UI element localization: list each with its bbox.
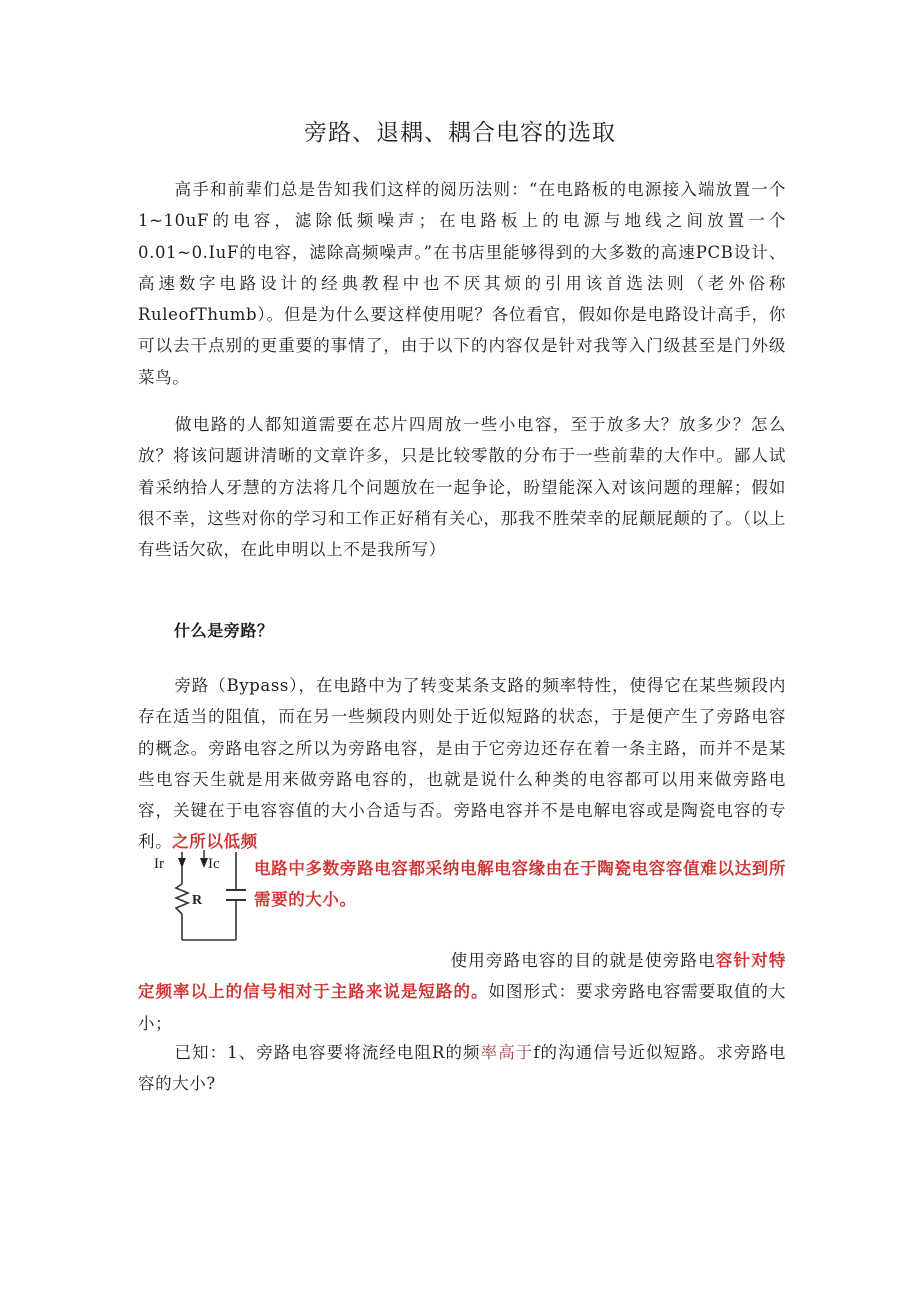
paragraph-4-highlight: 容针对特定频率以上的信号相对于主路来说是短路的。 bbox=[138, 951, 786, 1002]
paragraph-3-highlight-b: 电路中多数旁路电容都采纳电解电容缘由在于陶瓷电容容值难以达到所需要的大小。 bbox=[254, 859, 786, 910]
current-arrow-ir-icon bbox=[178, 858, 186, 868]
paragraph-2 bbox=[138, 409, 786, 565]
bypass-circuit-figure bbox=[148, 848, 248, 944]
paragraph-3 bbox=[138, 670, 786, 858]
paragraph-4 bbox=[138, 945, 786, 1039]
paragraph-5-text-b: f的沟通信号近似短路。求旁路电容的大小? bbox=[138, 1043, 787, 1094]
paragraph-3-highlight-a: 之所以低频 bbox=[172, 832, 258, 852]
capacitor-symbol bbox=[226, 890, 246, 900]
paragraph-5 bbox=[138, 1037, 786, 1100]
label-r: R bbox=[192, 893, 203, 908]
paragraph-4-text-b: 如图形式：要求旁路电容需要取值的大小； bbox=[138, 982, 786, 1033]
paragraph-4-text-a: 使用旁路电容的目的就是使旁路电 bbox=[450, 951, 716, 970]
paragraph-1-text: 高手和前辈们总是告知我们这样的阅历法则：“在电路板的电源接入端放置一个1~10uF的电容，滤除低频噪声；在电路板上的电源与地线之间放置一个0.01~0.IuF的电容，滤除高频噪声。”在书店里能够得到的大多数的高速PCB设计、高速数字电路设计的经典教程中也不厌其烦的引用该首选法则（老外俗称RuleofThumb）。但是为什么要这样使用呢？各位看官，假如你是电路设计高手，你可以去干点别的更重要的事情了，由于以下的内容仅是针对我等入门级甚至是门外级菜鸟。 bbox=[138, 180, 786, 387]
label-ic: Ic bbox=[208, 856, 220, 872]
paragraph-1 bbox=[138, 174, 786, 393]
paragraph-5-text-a: 已知：1、旁路电容要将流经电阻R的频 bbox=[174, 1043, 481, 1062]
resistor-symbol bbox=[176, 884, 188, 914]
paragraph-3-text: 旁路（Bypass），在电路中为了转变某条支路的频率特性，使得它在某些频段内存在适当的阻值，而在另一些频段内则处于近似短路的状态，于是便产生了旁路电容的概念。旁路电容之所以为旁路电容，是由于它旁边还存在着一条主路，而并不是某些电容天生就是用来做旁路电容的，也就是说什么种类的电容都可以用来做旁路电容，关键在于电容容值的大小合适与否。旁路电容并不是电解电容或是陶瓷电容的专利。 bbox=[138, 676, 786, 852]
section-heading: 什么是旁路？ bbox=[174, 621, 274, 640]
paragraph-2-text: 做电路的人都知道需要在芯片四周放一些小电容，至于放多大？放多少？怎么放？将该问题讲清晰的文章许多，只是比较零散的分布于一些前辈的大作中。鄙人试着采纳拾人牙慧的方法将几个问题放在一起争论，盼望能深入对该问题的理解；假如很不幸，这些对你的学习和工作正好稍有关心，那我不胜荣幸的屁颠屁颠的了。（以上有些话欠砍，在此申明以上不是我所写） bbox=[138, 415, 786, 560]
paragraph-5-highlight: 率高于 bbox=[480, 1043, 534, 1062]
document-title: 旁路、退耦、耦合电容的选取 bbox=[304, 120, 616, 146]
label-ir: Ir bbox=[154, 856, 164, 872]
